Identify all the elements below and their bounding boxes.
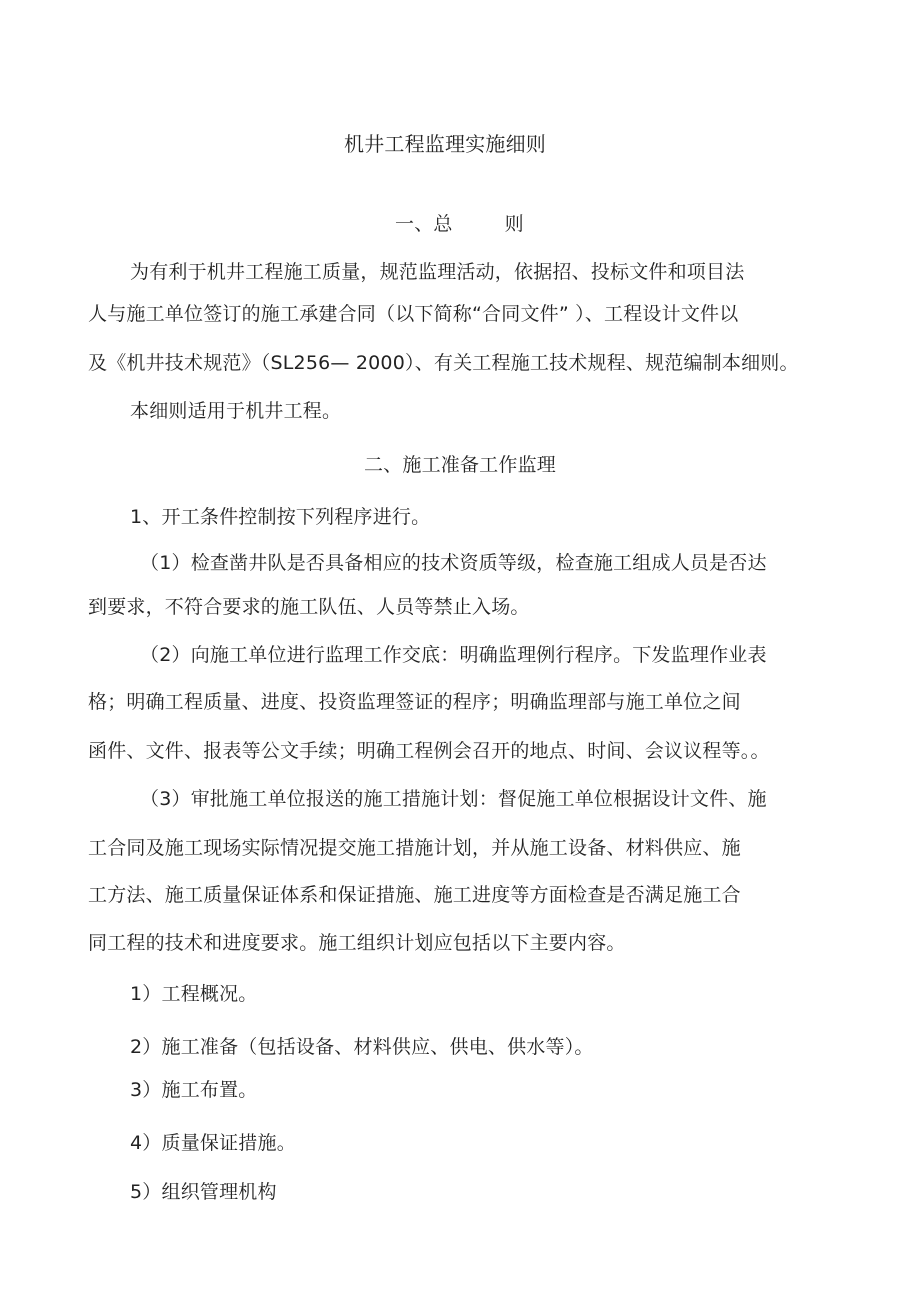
section-heading-preparation: 二、施工准备工作监理 — [363, 454, 556, 476]
paragraph-line: 函件、文件、报表等公文手续；明确工程例会召开的地点、时间、会议议程等。。 — [88, 740, 770, 762]
document-title: 机井工程监理实施细则 — [344, 132, 546, 156]
paragraph-line: 工合同及施工现场实际情况提交施工措施计划，并从施工设备、材料供应、施 — [88, 837, 741, 859]
list-item: 5）组织管理机构 — [130, 1181, 277, 1203]
list-item: 3）施工布置。 — [130, 1079, 258, 1101]
paragraph-line: （2）向施工单位进行监理工作交底：明确监理例行程序。下发监理作业表 — [140, 644, 767, 666]
paragraph-line: 及《机井技术规范》（SL256— 2000）、有关工程施工技术规程、规范编制本细则。 — [88, 352, 799, 374]
paragraph-line: 为有利于机井工程施工质量，规范监理活动，依据招、投标文件和项目法 — [130, 261, 745, 283]
paragraph-line: 本细则适用于机井工程。 — [130, 400, 342, 422]
paragraph-line: 格；明确工程质量、进度、投资监理签证的程序；明确监理部与施工单位之间 — [88, 691, 741, 713]
section-heading-part1: 一、总 — [395, 213, 453, 235]
paragraph-line: （3）审批施工单位报送的施工措施计划：督促施工单位根据设计文件、施 — [140, 788, 767, 810]
paragraph-line: （1）检查凿井队是否具备相应的技术资质等级，检查施工组成人员是否达 — [140, 552, 767, 574]
paragraph-line: 人与施工单位签订的施工承建合同（以下简称“合同文件” ）、工程设计文件以 — [88, 303, 739, 325]
paragraph-line: 到要求，不符合要求的施工队伍、人员等禁止入场。 — [88, 596, 530, 618]
paragraph-line: 同工程的技术和进度要求。施工组织计划应包括以下主要内容。 — [88, 932, 626, 954]
list-item: 1）工程概况。 — [130, 983, 258, 1005]
paragraph-line: 工方法、施工质量保证体系和保证措施、施工进度等方面检查是否满足施工合 — [88, 884, 741, 906]
section-heading-general — [395, 212, 524, 236]
item-heading: 1、开工条件控制按下列程序进行。 — [130, 506, 431, 528]
list-item: 2）施工准备（包括设备、材料供应、供电、供水等）。 — [130, 1036, 594, 1058]
section-heading-part2: 则 — [504, 213, 524, 235]
list-item: 4）质量保证措施。 — [130, 1132, 296, 1154]
